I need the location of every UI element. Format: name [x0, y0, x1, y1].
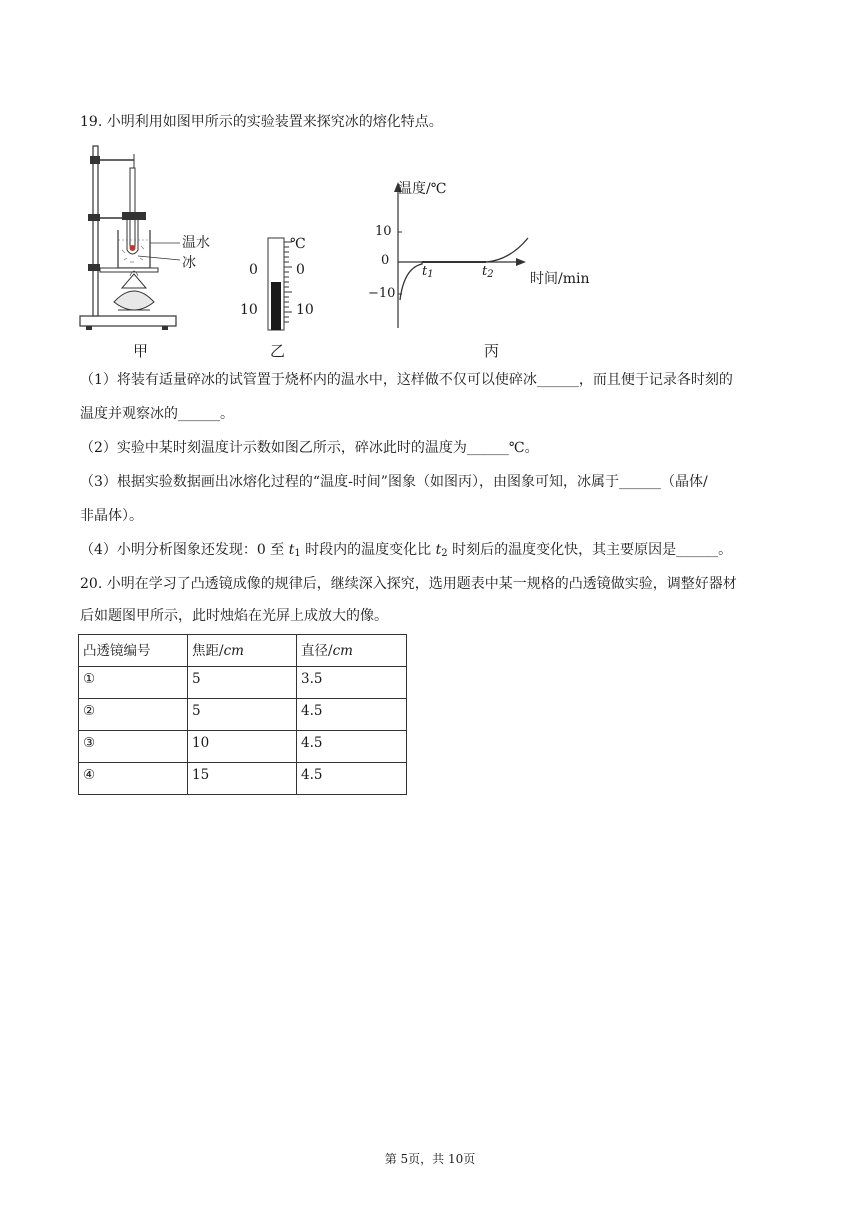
table-cell: 4.5 — [297, 763, 407, 795]
thermometer-left-10: 10 — [240, 302, 258, 318]
table-cell: 5 — [188, 699, 297, 731]
table-header-cell: 凸透镜编号 — [79, 635, 188, 667]
page-footer: 第 5页，共 10页 — [384, 1152, 476, 1166]
q20-stem-line2: 后如题图甲所示，此时烛焰在光屏上成放大的像。 — [80, 608, 388, 624]
q19-part4: （4）小明分析图象还发现：0 至 $t_1$ 时段内的温度变化比 $t_2$ 时刻后的温度变化快，其主要原因是______。 — [80, 542, 733, 559]
thermometer-unit: ℃ — [290, 236, 306, 252]
thermometer-right-0: 0 — [296, 262, 305, 278]
table-cell: 3.5 — [297, 667, 407, 699]
q19-part3-line2: 非晶体）。 — [80, 508, 143, 524]
caption-jia: 甲 — [133, 342, 149, 360]
graph-x-axis-label: 时间/min — [530, 271, 590, 287]
graph-tick-10: 10 — [375, 224, 392, 239]
thermometer-right-10: 10 — [296, 302, 314, 318]
caption-yi: 乙 — [270, 342, 286, 360]
q19-part2: （2）实验中某时刻温度计示数如图乙所示，碎冰此时的温度为______℃。 — [80, 440, 539, 456]
table-cell: ④ — [79, 763, 188, 795]
table-cell: ③ — [79, 731, 188, 763]
table-cell: 4.5 — [297, 731, 407, 763]
graph-y-axis-label: 温度/℃ — [398, 181, 447, 197]
table-header-row — [79, 635, 407, 667]
caption-bing: 丙 — [484, 342, 500, 360]
table-cell: 4.5 — [297, 699, 407, 731]
table-row — [79, 667, 407, 699]
table-header-cell: 直径/cm — [297, 635, 407, 667]
table-row — [79, 763, 407, 795]
table-cell: ② — [79, 699, 188, 731]
lens-table — [78, 634, 407, 795]
table-header-cell: 焦距/cm — [188, 635, 297, 667]
table-cell: 5 — [188, 667, 297, 699]
q19-part1-line2: 温度并观察冰的______。 — [80, 406, 234, 422]
table-row — [79, 699, 407, 731]
thermometer-left-0: 0 — [249, 262, 258, 278]
figure-bing-graph — [392, 180, 532, 332]
q19-part1-line1: （1）将装有适量碎冰的试管置于烧杯内的温水中，这样做不仅可以使碎冰______，而且便于记录各时刻的 — [80, 372, 733, 388]
label-ice: 冰 — [182, 255, 196, 271]
q19-part3-line1: （3）根据实验数据画出冰熔化过程的“温度-时间”图象（如图丙），由图象可知，冰属于______（晶体/ — [80, 474, 708, 490]
table-cell: 15 — [188, 763, 297, 795]
graph-tick-0: 0 — [381, 253, 390, 268]
label-warm-water: 温水 — [182, 235, 210, 251]
graph-t2-label: $t_2$ — [482, 264, 494, 280]
q20-stem-line1: 20. 小明在学习了凸透镜成像的规律后，继续深入探究，选用题表中某一规格的凸透镜做实验，调整好器材 — [80, 576, 737, 592]
figure-jia-apparatus — [78, 142, 180, 332]
table-cell: 10 — [188, 731, 297, 763]
table-cell: ① — [79, 667, 188, 699]
graph-tick-neg10: −10 — [368, 286, 396, 301]
q19-stem: 19. 小明利用如图甲所示的实验装置来探究冰的熔化特点。 — [80, 114, 443, 130]
table-row — [79, 731, 407, 763]
graph-t1-label: $t_1$ — [422, 264, 434, 280]
